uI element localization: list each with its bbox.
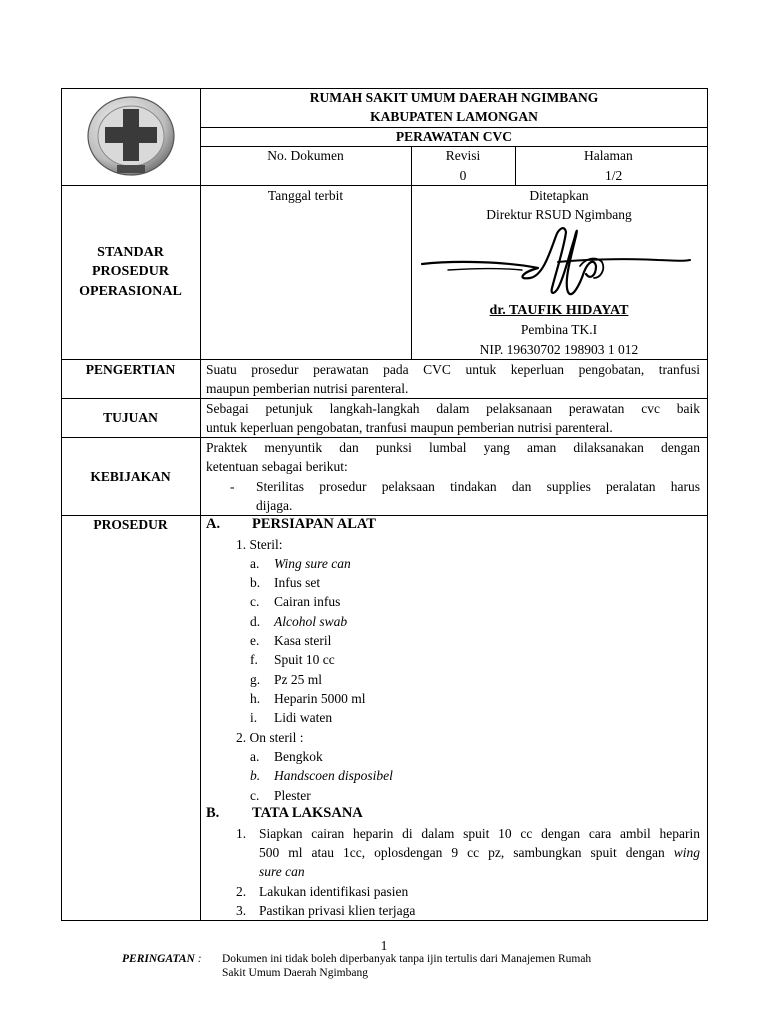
- step-line: Siapkan cairan heparin di dalam spuit 10 cc dengan cara ambil heparin: [259, 826, 700, 841]
- step-line-text: 500 ml atau 1cc, oplosdengan 9 cc pz, sambungkan spuit dengan: [259, 845, 674, 860]
- list-item-marker: c.: [250, 788, 260, 803]
- step-line: Lakukan identifikasi pasien: [259, 884, 409, 899]
- director-signature: [418, 222, 703, 306]
- section-a-marker: A.: [206, 516, 221, 532]
- warning-label: [122, 952, 202, 966]
- list-item-marker: b.: [250, 768, 261, 783]
- section-b-marker: B.: [206, 805, 220, 821]
- section-a-title: PERSIAPAN ALAT: [252, 516, 376, 532]
- tujuan-line1: Sebagai petunjuk langkah-langkah dalam pelaksanaan perawatan cvc baik: [206, 401, 700, 416]
- tujuan-label: TUJUAN: [103, 410, 158, 425]
- tanggal-terbit-label: Tanggal terbit: [267, 188, 344, 203]
- signer-name: dr. TAUFIK HIDAYAT: [489, 303, 629, 318]
- pengertian-line2: maupun pemberian nutrisi parenteral.: [206, 381, 409, 396]
- list-item-marker: a.: [250, 556, 260, 571]
- sop-label-line3: OPERASIONAL: [79, 284, 182, 299]
- list-item: Wing sure can: [274, 556, 351, 571]
- halaman-label: Halaman: [584, 148, 633, 163]
- list-item: Lidi waten: [274, 710, 333, 725]
- page-number: 1: [380, 938, 388, 953]
- onsteril-title: 2. On steril :: [236, 730, 304, 745]
- warning-label-text: PERINGATAN: [122, 953, 195, 965]
- halaman-value: 1/2: [605, 168, 623, 183]
- pengertian-label: PENGERTIAN: [85, 362, 176, 377]
- list-item-marker: c.: [250, 594, 260, 609]
- revisi-label: Revisi: [445, 148, 481, 163]
- document-title: PERAWATAN CVC: [395, 129, 513, 144]
- steril-title: 1. Steril:: [236, 537, 283, 552]
- list-item: Pz 25 ml: [274, 672, 323, 687]
- kebijakan-bullet: -: [230, 479, 235, 494]
- prosedur-label: PROSEDUR: [93, 517, 168, 532]
- kebijakan-item-line1: Sterilitas prosedur pelaksaan tindakan dan supplies peralatan harus: [256, 479, 700, 494]
- list-item-marker: g.: [250, 672, 261, 687]
- warning-text-line1: Dokumen ini tidak boleh diperbanyak tanpa ijin tertulis dari Manajemen Rumah: [222, 953, 592, 965]
- step-line-italic: wing: [673, 845, 700, 860]
- warning-separator: :: [194, 953, 202, 965]
- kebijakan-line1: Praktek menyuntik dan punksi lumbal yang aman dilaksanakan dengan: [206, 440, 700, 455]
- hospital-logo: [86, 95, 176, 181]
- kebijakan-label: KEBIJAKAN: [90, 469, 171, 484]
- kebijakan-line2: ketentuan sebagai berikut:: [206, 459, 348, 474]
- step-line: sure can: [259, 864, 305, 879]
- list-item: Spuit 10 cc: [274, 652, 335, 667]
- sop-label-line1: STANDAR: [97, 245, 164, 260]
- kebijakan-item-line2: dijaga.: [256, 498, 293, 513]
- signer-rank: Pembina TK.I: [520, 322, 598, 337]
- list-item: Handscoen disposibel: [274, 768, 393, 783]
- hospital-name: RUMAH SAKIT UMUM DAERAH NGIMBANG: [309, 90, 599, 105]
- step-marker: 2.: [236, 884, 247, 899]
- list-item-marker: d.: [250, 614, 261, 629]
- direktur-label: Direktur RSUD Ngimbang: [486, 207, 632, 222]
- revisi-value: 0: [459, 168, 467, 183]
- list-item-marker: b.: [250, 575, 261, 590]
- list-item: Infus set: [274, 575, 321, 590]
- list-item: Cairan infus: [274, 594, 341, 609]
- section-b-title: TATA LAKSANA: [252, 805, 363, 821]
- ditetapkan-label: Ditetapkan: [529, 188, 589, 203]
- warning-text-line2: Sakit Umum Daerah Ngimbang: [222, 967, 368, 979]
- step-line: Pastikan privasi klien terjaga: [259, 903, 416, 918]
- list-item: Alcohol swab: [274, 614, 348, 629]
- list-item-marker: a.: [250, 749, 260, 764]
- regency-name: KABUPATEN LAMONGAN: [370, 109, 538, 124]
- list-item: Heparin 5000 ml: [274, 691, 366, 706]
- step-marker: 3.: [236, 903, 247, 918]
- list-item-marker: h.: [250, 691, 261, 706]
- list-item-marker: f.: [250, 652, 258, 667]
- list-item: Kasa steril: [274, 633, 332, 648]
- list-item-marker: e.: [250, 633, 260, 648]
- tujuan-line2: untuk keperluan pengobatan, tranfusi maupun pemberian nutrisi parenteral.: [206, 420, 613, 435]
- list-item: Plester: [274, 788, 311, 803]
- signer-nip: NIP. 19630702 198903 1 012: [479, 342, 639, 357]
- list-item: Bengkok: [274, 749, 323, 764]
- step-line: [259, 843, 700, 862]
- step-marker: 1.: [236, 826, 247, 841]
- sop-label-line2: PROSEDUR: [91, 264, 169, 279]
- pengertian-line1: Suatu prosedur perawatan pada CVC untuk keperluan pengobatan, tranfusi: [206, 362, 700, 377]
- list-item-marker: i.: [250, 710, 258, 725]
- no-dokumen-label: No. Dokumen: [267, 148, 344, 163]
